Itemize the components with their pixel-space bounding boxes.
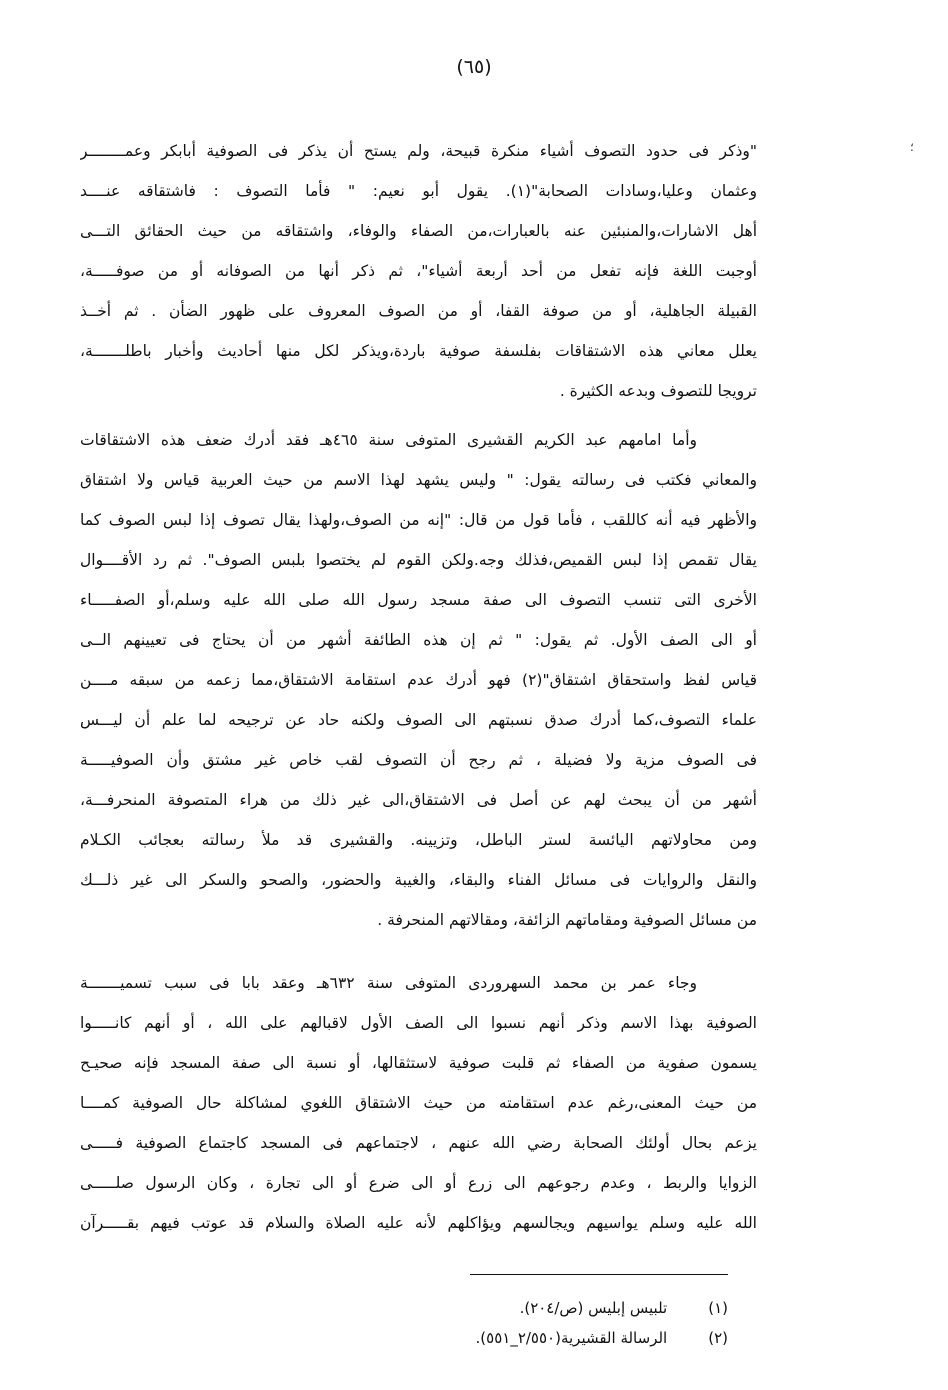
margin-mark: ؛ [910,140,914,154]
page-number: (٦٥) [456,56,492,78]
text-line: وجاء عمر بن محمد السهروردى المتوفى سنة ٦٣٢هـ وعقد بابا فى سبب تسميـــــــة [80,974,697,992]
text-line: وعثمان وعليا،وسادات الصحابة"(١). يقول أبو نعيم: " فأما التصوف : فاشتقاقه عنــــد [80,182,757,200]
footnote-number: (١) [708,1299,728,1317]
text-line: الله عليه وسلم يواسيهم ويجالسهم ويؤاكلهم لأنه عليه الصلاة والسلام قد عوتب فيهم بقـــــرآن [80,1214,757,1232]
text-line: والأظهر فيه أنه كاللقب ، فأما قول من قال: "إنه من الصوف،ولهذا يقال تصوف إذا لبس الصوف كما [80,511,757,529]
text-line: قياس لفظ واستحقاق اشتقاق"(٢) فهو أدرك عدم استقامة الاشتقاق،مما زعمه من سبقه مــــن [80,671,757,689]
text-line: من مسائل الصوفية ومقاماتهم الزائفة، ومقالاتهم المنحرفة . [377,911,757,929]
paragraph-2 [80,420,757,940]
footnote-text: تلبيس إبليس (ص/٢٠٤). [519,1299,668,1317]
text-line: ترويجا للتصوف وبدعه الكثيرة . [559,382,757,400]
footnote-number: (٢) [708,1329,728,1347]
footnote-text: الرسالة القشيرية(٢/٥٥٠_٥٥١). [475,1329,668,1347]
text-line: الأخرى التى تنسب التصوف الى صفة مسجد رسول الله صلى الله عليه وسلم،أو الصفـــــاء [80,591,757,609]
text-line: أو الى الصف الأول. ثم يقول: " ثم إن هذه الطائفة أشهر من أن يحتاج فى تعيينهم الــى [80,631,757,649]
text-line: يزعم بحال أولئك الصحابة رضي الله عنهم ، لاجتماعهم فى المسجد كاجتماع الصوفية فـــــى [80,1134,757,1152]
text-line: "وذكر فى حدود التصوف أشياء منكرة قبيحة، ولم يستح أن يذكر فى الصوفية أبابكر وعمــــــــر [80,142,757,160]
text-line: من حيث المعنى،رغم عدم استقامته من حيث الاشتقاق اللغوي لمشاكلة حال الصوفية كمــــا [80,1094,757,1112]
text-line: فى الصوف مزية ولا فضيلة ، ثم رجح أن التصوف لقب خاص غير مشتق وأن الصوفيـــــة [80,751,757,769]
text-line: والمعاني فكتب فى رسالته يقول: " وليس يشهد لهذا الاسم من حيث العربية قياس ولا اشتقاق [80,471,757,489]
text-line: القبيلة الجاهلية، أو من صوفة القفا، أو من الصوف المعروف على ظهور الضأن . ثم أخــذ [80,302,757,320]
footnote-divider [470,1274,728,1275]
text-line: أشهر من أن يبحث لهم عن أصل فى الاشتقاق،الى غير ذلك من هراء المتصوفة المنحرفـــة، [80,791,757,809]
text-line: الصوفية بهذا الاسم وذكر أنهم نسبوا الى الصف الأول لاقبالهم على الله ، أو أنهم كانـــــوا [80,1014,757,1032]
text-line: أهل الاشارات،والمنبئين عنه بالعبارات،من الصفاء والوفاء، واشتقاقه من حيث الحقائق التـــى [80,222,757,240]
text-line: يعلل معاني هذه الاشتقاقات بفلسفة صوفية باردة،ويذكر لكل منها أحاديث وأخبار باطلـــــــة، [80,342,757,360]
text-line: الزوايا والربط ، وعدم رجوعهم الى زرع أو الى ضرع أو الى تجارة ، وكان الرسول صلـــــى [80,1174,757,1192]
footnote-2 [300,1323,728,1353]
paragraph-1 [80,131,757,411]
text-line: ومن محاولاتهم اليائسة لستر الباطل، وتزيينه. والقشيرى قد ملأ رسالته بعجائب الكـلام [80,831,757,849]
text-line: يقال تقمص إذا لبس القميص،فذلك وجه.ولكن القوم لم يختصوا بلبس الصوف". ثم رد الأقــــوال [80,551,757,569]
text-line: يسمون صفوية من الصفاء ثم قلبت صوفية لاستثقالها، أو نسبة الى صفة المسجد فإنه صحيـح [80,1054,757,1072]
paragraph-3 [80,963,757,1243]
footnote-1 [300,1293,728,1323]
text-line: أوجبت اللغة فإنه تفعل من أحد أربعة أشياء"، ثم ذكر أنها من الصوفانه أو من صوفـــــة، [80,262,757,280]
text-line: علماء التصوف،كما أدرك صدق نسبتهم الى الصوف ولكنه حاد عن ترجيحه لما علم أن ليـــس [80,711,757,729]
text-line: وأما امامهم عبد الكريم القشيرى المتوفى سنة ٤٦٥هـ فقد أدرك ضعف هذه الاشتقاقات [80,431,697,449]
text-line: والنقل والروايات فى مسائل الفناء والبقاء، والغيبة والحضور، والصحو والسكر الى غير ذلـــك [80,871,757,889]
footnotes [300,1293,728,1353]
